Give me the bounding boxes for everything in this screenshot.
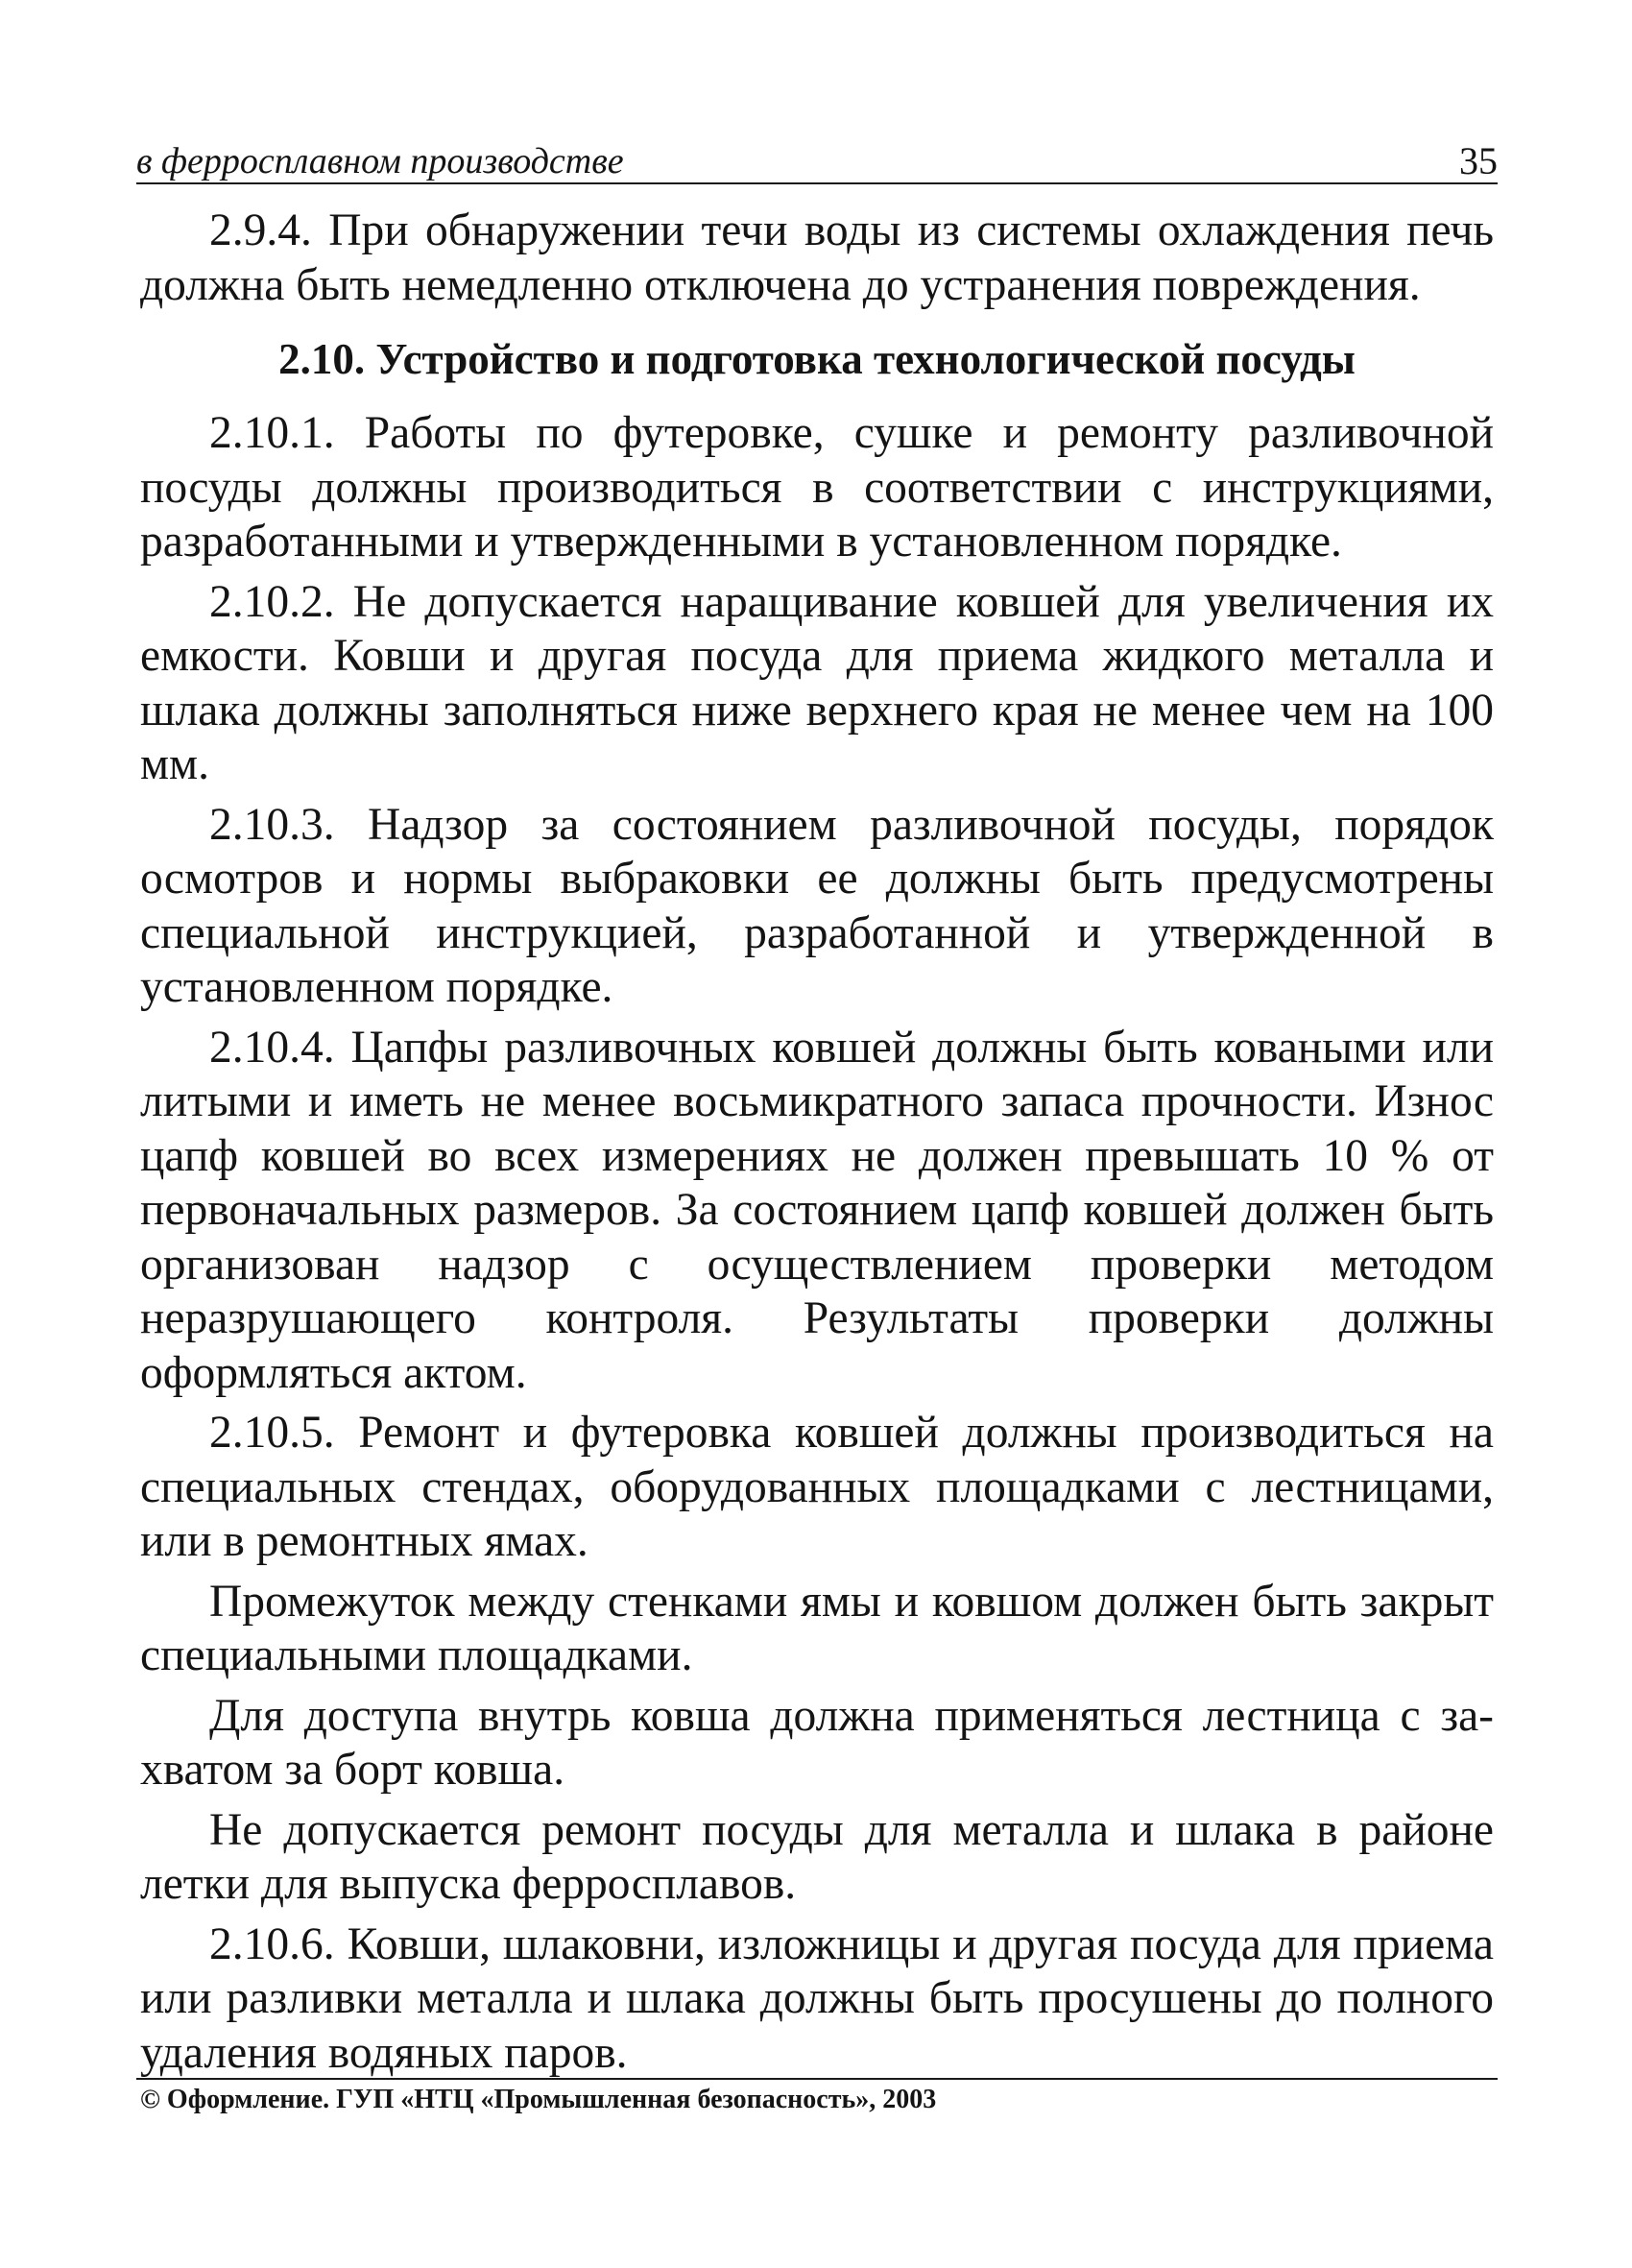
body-text (140, 204, 1494, 2086)
paragraph-2-10-5: 2.10.5. Ремонт и футеровка ковшей должны производиться на специальных стендах, оборудованных площадками с лестницами, или в ремонтных ямах. (140, 1408, 1494, 1566)
page-number: 35 (1459, 139, 1498, 182)
paragraph-pit-gap: Промежуток между стенками ямы и ковшом должен быть закрыт специальными площадками. (140, 1576, 1494, 1680)
paragraph-no-repair: Не допускается ремонт посуды для металла и шлака в районе летки для выпуска ферросплавов. (140, 1804, 1494, 1909)
footer-copyright: © Оформление. ГУП «НТЦ «Промышленная безопасность», 2003 (140, 2085, 937, 2114)
header-rule (136, 182, 1498, 184)
running-title: в ферросплавном производстве (136, 141, 624, 181)
paragraph-2-10-1: 2.10.1. Работы по футеровке, сушке и ремонту разливочной посуды должны производиться в соответствии с инструкциями, разработанными и утвержденными в установленном порядке. (140, 408, 1494, 567)
paragraph-2-10-2: 2.10.2. Не допускается наращивание ковшей для увеличения их емкости. Ковши и другая посуда для приема жидкого металла и шлака должны заполняться ниже верхнего края не менее чем на 100 мм. (140, 576, 1494, 789)
paragraph-ladder: Для доступа внутрь ковша должна применяться лестница с захватом за борт ковша. (140, 1690, 1494, 1795)
paragraph-2-10-4: 2.10.4. Цапфы разливочных ковшей должны быть коваными или литыми и иметь не менее восьмикратного запаса прочности. Износ цапф ковшей во всех измерениях не должен превышать 10 % от первоначальных размеров. За состоянием цапф ковшей должен быть организован надзор с осуществлением проверки методом неразрушающего контроля. Результаты проверки должны оформляться актом. (140, 1022, 1494, 1398)
paragraph-2-10-3: 2.10.3. Надзор за состоянием разливочной посуды, порядок осмотров и нормы выбраковки ее должны быть предусмотрены специальной инструкцией, разработанной и утвержденной в установленном порядке. (140, 799, 1494, 1012)
paragraph-2-10-6: 2.10.6. Ковши, шлаковни, изложницы и другая посуда для приема или разливки металла и шлака должны быть просушены до полного удаления водяных паров. (140, 1918, 1494, 2078)
running-header (136, 134, 1498, 188)
footer-rule (136, 2078, 1498, 2080)
section-heading: 2.10. Устройство и подготовка технологической посуды (278, 335, 1356, 383)
paragraph-2-9-4: 2.9.4. При обнаружении течи воды из системы охлаждения печь должна быть немедленно отключена до устранения повреждения. (140, 205, 1494, 310)
